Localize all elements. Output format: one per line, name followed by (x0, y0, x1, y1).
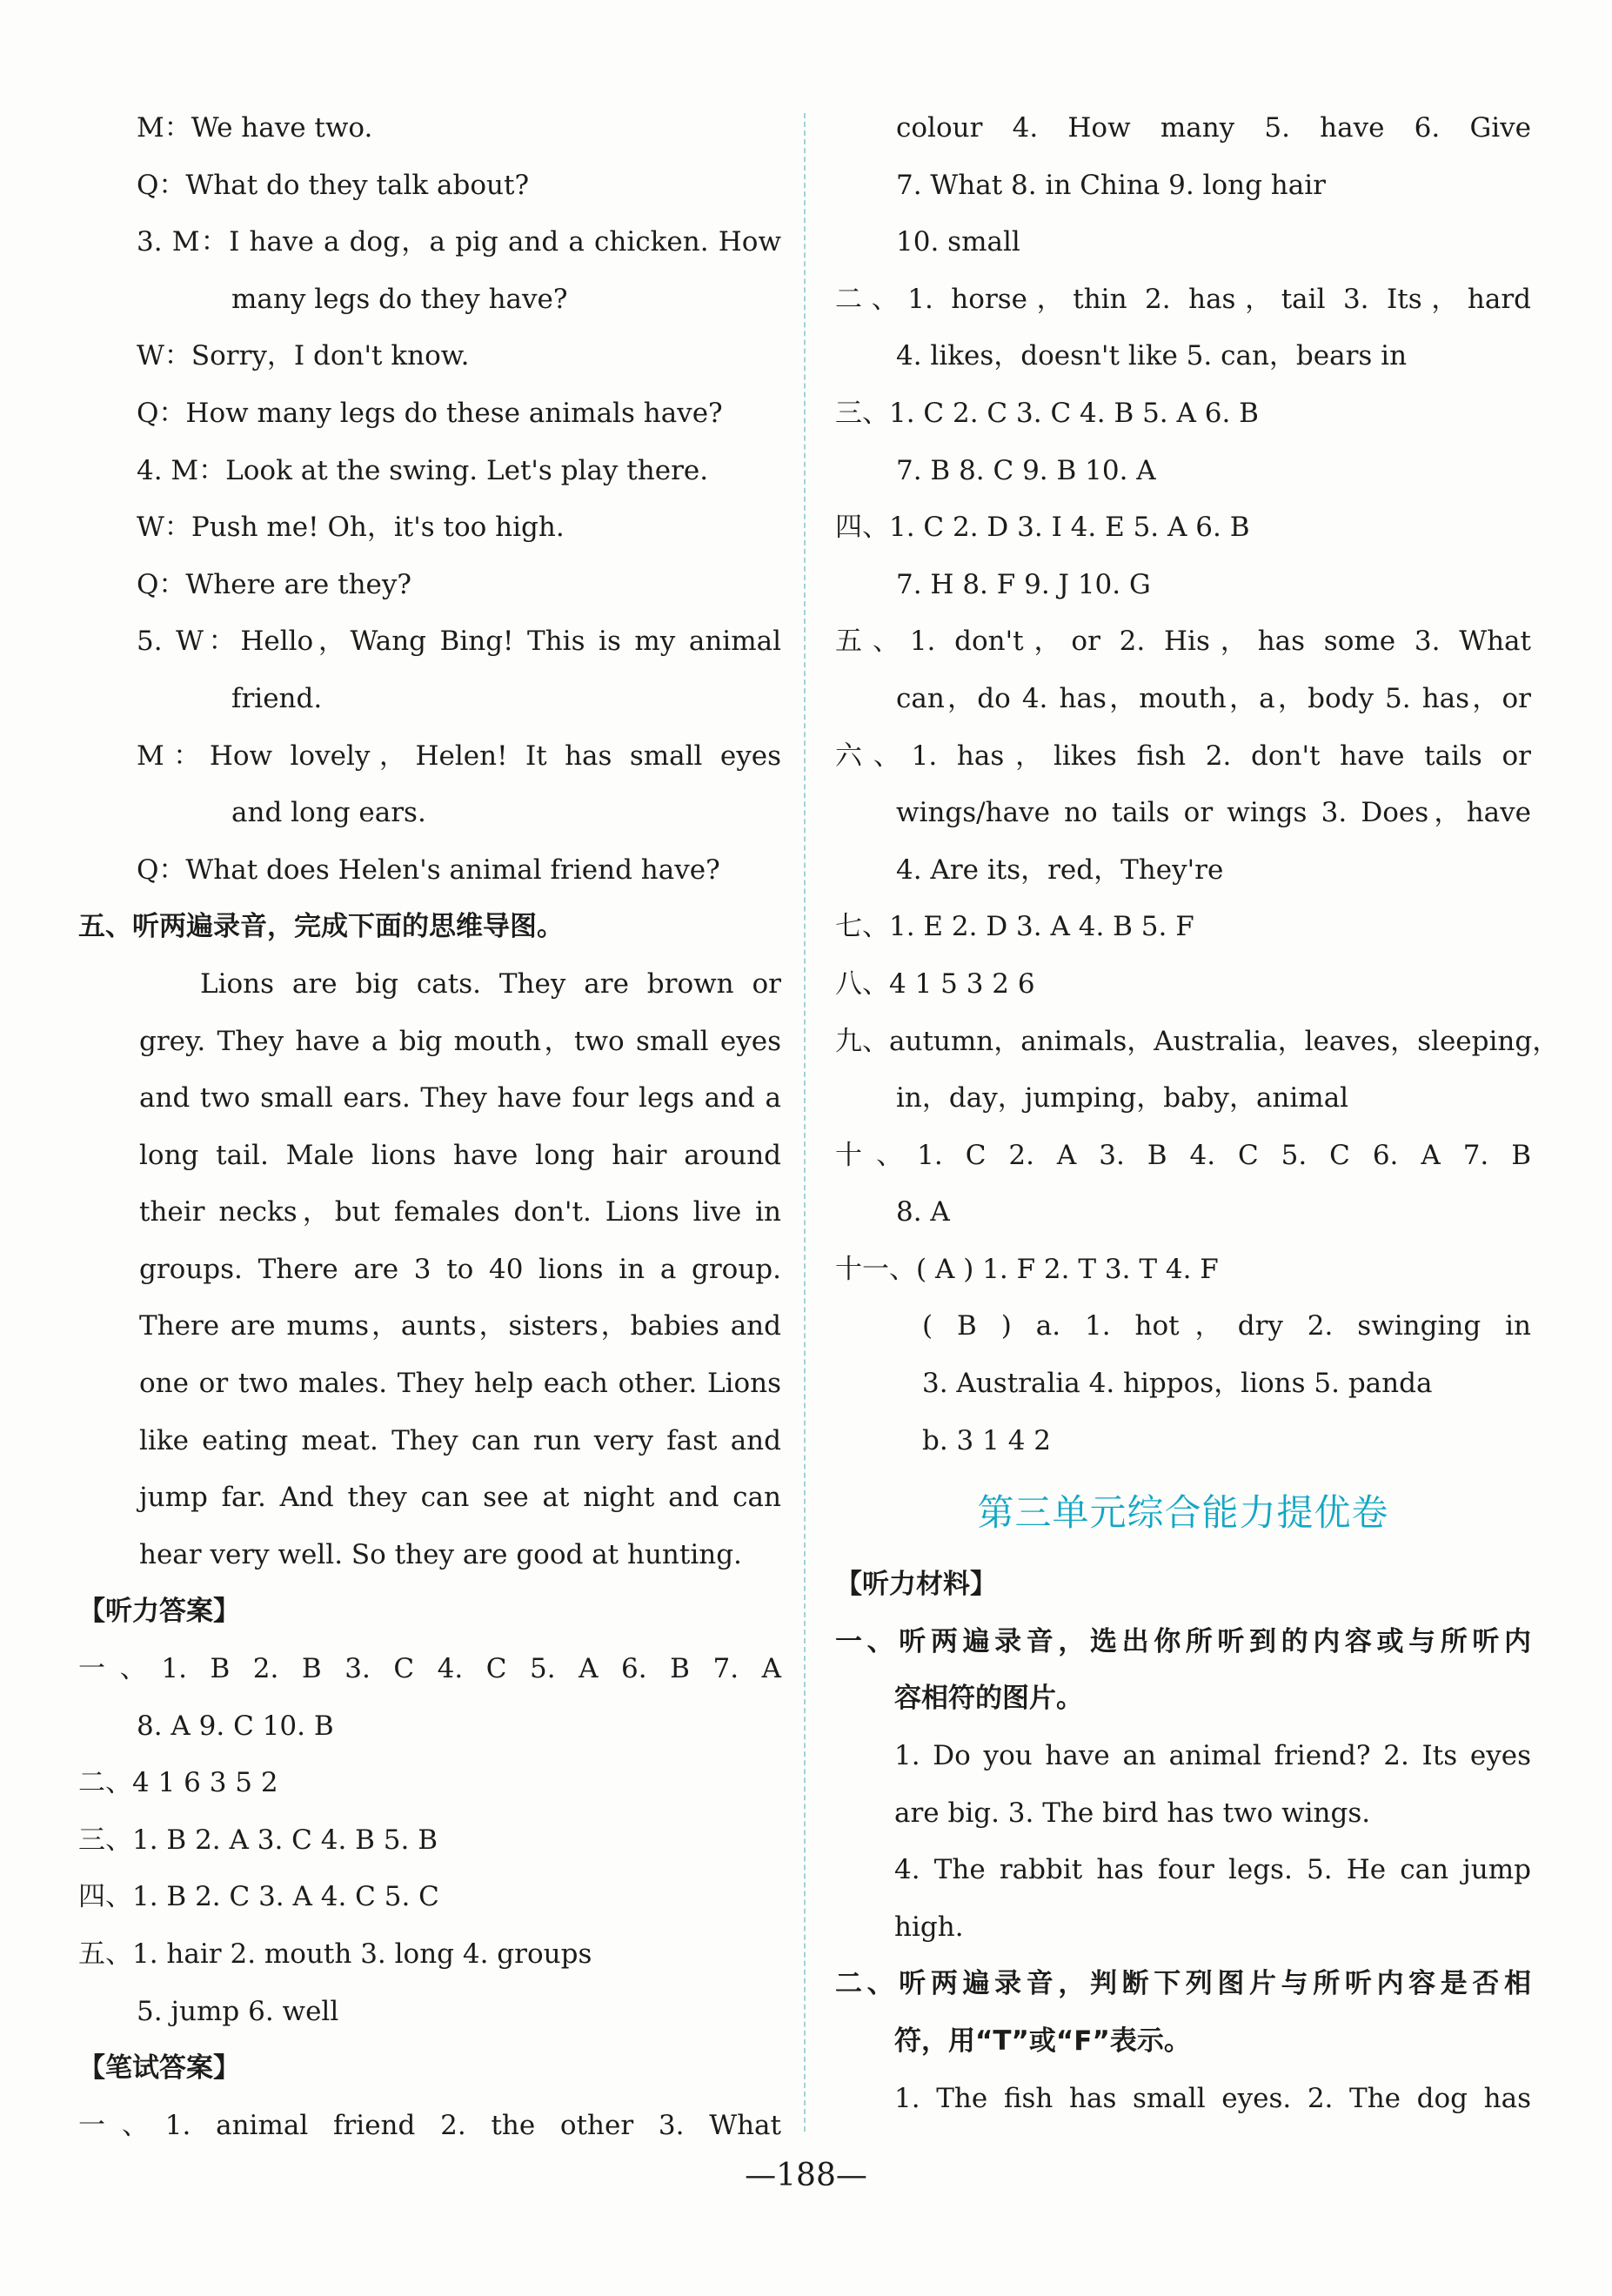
text-line: jump far. And they can see at night and can (139, 1482, 781, 1514)
text-line: and long ears. (231, 797, 426, 829)
text-line: 4. The rabbit has four legs. 5. He can jump (894, 1854, 1531, 1886)
text-line: 5. jump 6. well (137, 1995, 339, 2027)
text-line: 7. B 8. C 9. B 10. A (896, 454, 1156, 486)
text-line: many legs do they have? (231, 283, 568, 315)
text-line: 4. Are its，red，They're (896, 853, 1224, 886)
right-column (835, 100, 1560, 2127)
text-line: 六、1. has，likes fish 2. don't have tails or (835, 740, 1531, 772)
text-line: Q：How many legs do these animals have? (137, 397, 723, 429)
text-line: 三、1. B 2. A 3. C 4. B 5. B (78, 1824, 438, 1856)
text-line: 3. M：I have a dog，a pig and a chicken. How (137, 226, 781, 258)
text-line: 三、1. C 2. C 3. C 4. B 5. A 6. B (835, 397, 1259, 429)
text-line: and two small ears. They have four legs and a (139, 1082, 781, 1115)
text-line: 【笔试答案】 (78, 2052, 240, 2085)
text-line: groups. There are 3 to 40 lions in a group. (139, 1253, 781, 1285)
text-line: 4. likes，doesn't like 5. can，bears in (896, 340, 1408, 372)
text-line: 10. small (896, 226, 1020, 258)
text-line: like eating meat. They can run very fast and (139, 1424, 781, 1456)
text-line: 7. H 8. F 9. J 10. G (896, 568, 1151, 600)
text-line: Lions are big cats. They are brown or (200, 967, 781, 1000)
text-line: 四、1. B 2. C 3. A 4. C 5. C (78, 1881, 439, 1913)
text-line: grey. They have a big mouth，two small eyes (139, 1025, 781, 1057)
text-line: W：Sorry，I don't know. (137, 340, 470, 372)
text-line: in，day，jumping，baby，animal (896, 1082, 1349, 1115)
text-line: 二、1. horse，thin 2. has，tail 3. Its，hard (835, 283, 1531, 315)
text-line: colour 4. How many 5. have 6. Give (896, 112, 1531, 144)
text-line: 8. A 9. C 10. B (137, 1710, 334, 1742)
page-number: —188— (745, 2158, 867, 2193)
text-line: are big. 3. The bird has two wings. (894, 1797, 1371, 1829)
text-line: 九、autumn，animals，Australia，leaves，sleeping， (835, 1025, 1560, 1057)
text-line: Q：What do they talk about? (137, 169, 530, 201)
text-line: 【听力答案】 (78, 1596, 240, 1628)
text-line: 【听力材料】 (835, 1569, 997, 1601)
left-column (78, 100, 781, 2154)
text-line: b. 3 1 4 2 (922, 1424, 1052, 1456)
text-line: can，do 4. has，mouth，a，body 5. has，or (896, 682, 1531, 714)
text-line: 五、1. don't，or 2. His，has some 3. What (835, 626, 1531, 658)
text-line: 容相符的图片。 (894, 1683, 1083, 1715)
text-line: one or two males. They help each other. Lions (139, 1368, 781, 1400)
text-line: Q：What does Helen's animal friend have? (137, 853, 720, 886)
text-line: 3. Australia 4. hippos，lions 5. panda (922, 1368, 1433, 1400)
text-line: long tail. Male lions have long hair around (139, 1139, 781, 1171)
text-line: 8. A (896, 1196, 950, 1228)
text-line: 十、1. C 2. A 3. B 4. C 5. C 6. A 7. B (835, 1139, 1531, 1171)
text-line: hear very well. So they are good at hunting. (139, 1538, 742, 1570)
text-line: 7. What 8. in China 9. long hair (896, 169, 1326, 201)
column-divider (804, 113, 806, 2132)
text-line: wings/have no tails or wings 3. Does，have (896, 797, 1531, 829)
text-line: 5. W：Hello，Wang Bing! This is my animal (137, 626, 781, 658)
text-line: ( B ) a. 1. hot，dry 2. swinging in (922, 1310, 1531, 1342)
text-line: high. (894, 1911, 964, 1943)
text-line: 五、听两遍录音，完成下面的思维导图。 (78, 911, 564, 943)
text-line: 二、听两遍录音，判断下列图片与所听内容是否相 (835, 1968, 1531, 2000)
text-line: their necks，but females don't. Lions live in (139, 1196, 781, 1228)
text-line: 一、1. B 2. B 3. C 4. C 5. A 6. B 7. A (78, 1653, 781, 1685)
text-line: friend. (231, 682, 323, 714)
text-line: 五、1. hair 2. mouth 3. long 4. groups (78, 1938, 592, 1970)
text-line: 七、1. E 2. D 3. A 4. B 5. F (835, 911, 1194, 943)
text-line: 符，用“T”或“F”表示。 (894, 2025, 1191, 2057)
text-line: 一、听两遍录音，选出你所听到的内容或与所听内 (835, 1625, 1531, 1657)
text-line: 4. M：Look at the swing. Let's play there. (137, 454, 709, 486)
text-line: 十一、( A ) 1. F 2. T 3. T 4. F (835, 1253, 1219, 1285)
text-line: There are mums，aunts，sisters，babies and (139, 1310, 781, 1342)
text-line: 二、4 1 6 3 5 2 (78, 1767, 278, 1799)
text-line: 1. The fish has small eyes. 2. The dog has (894, 2082, 1531, 2114)
text-line: Q：Where are they? (137, 568, 412, 600)
text-line: M：We have two. (137, 112, 373, 144)
text-line: 1. Do you have an animal friend? 2. Its eyes (894, 1740, 1531, 1772)
text-line: M：How lovely，Helen! It has small eyes (137, 740, 781, 772)
text-line: 四、1. C 2. D 3. I 4. E 5. A 6. B (835, 512, 1250, 544)
text-line: 一、1. animal friend 2. the other 3. What (78, 2109, 781, 2141)
text-line: 八、4 1 5 3 2 6 (835, 967, 1035, 1000)
section-title: 第三单元综合能力提优卷 (977, 1491, 1389, 1535)
text-line: W：Push me! Oh，it's too high. (137, 512, 565, 544)
